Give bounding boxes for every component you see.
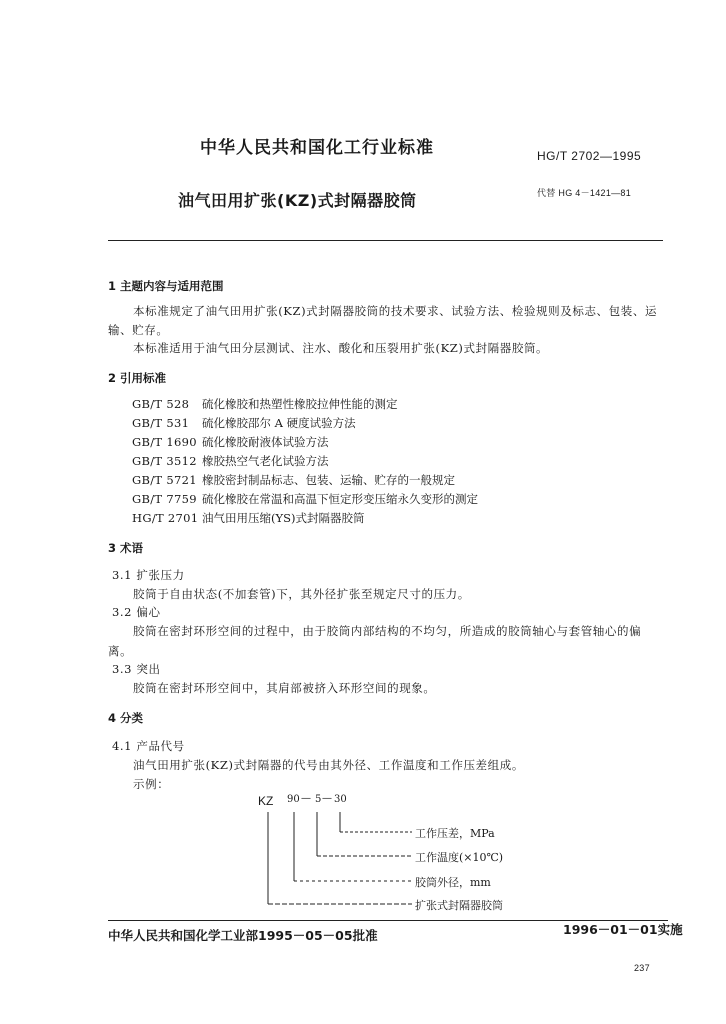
term-3-2-title: 3.2 偏心 — [112, 605, 161, 619]
reference-item — [132, 472, 455, 488]
section-1-para-1: 本标准规定了油气田用扩张(KZ)式封隔器胶筒的技术要求、试验方法、检验规则及标志、包装、运 — [133, 304, 658, 318]
term-3-1-title: 3.1 扩张压力 — [112, 568, 185, 582]
example-label: 示例： — [133, 777, 170, 791]
reference-title: 硫化橡胶耐液体试验方法 — [202, 435, 329, 449]
term-3-1-definition: 胶筒于自由状态(不加套管)下，其外径扩张至规定尺寸的压力。 — [133, 587, 470, 601]
code-prefix: KZ — [258, 794, 274, 808]
section-4-heading: 4 分类 — [108, 711, 144, 725]
section-1-para-1-cont: 输、贮存。 — [108, 323, 169, 337]
reference-code: GB/T 531 — [132, 416, 190, 430]
reference-item — [132, 396, 398, 412]
section-3-heading: 3 术语 — [108, 541, 144, 555]
reference-code: GB/T 7759 — [132, 492, 197, 506]
reference-item — [132, 453, 329, 469]
reference-code: GB/T 1690 — [132, 435, 197, 449]
document-title: 油气田用扩张(KZ)式封隔器胶筒 — [178, 191, 417, 210]
term-3-2-definition-cont: 离。 — [108, 644, 133, 658]
code-separator: — — [322, 793, 332, 804]
term-3-3-title: 3.3 突出 — [112, 662, 161, 676]
reference-title: 油气田用压缩(YS)式封隔器胶筒 — [202, 511, 365, 525]
code-diameter: 90 — [287, 794, 300, 805]
reference-title: 硫化橡胶和热塑性橡胶拉伸性能的测定 — [202, 397, 398, 411]
reference-title: 硫化橡胶邵尔 A 硬度试验方法 — [202, 416, 356, 430]
section-2-heading: 2 引用标准 — [108, 371, 167, 385]
code-temperature: 5 — [315, 794, 322, 805]
section-1-para-2: 本标准适用于油气田分层测试、注水、酸化和压裂用扩张(KZ)式封隔器胶筒。 — [133, 341, 549, 355]
code-separator: — — [301, 793, 311, 804]
term-3-3-definition: 胶筒在密封环形空间中，其肩部被挤入环形空间的现象。 — [133, 681, 436, 695]
reference-item — [132, 510, 364, 526]
replaces-note: 代替 HG 4－1421—81 — [537, 188, 632, 198]
legend-pressure: 工作压差，MPa — [415, 827, 495, 840]
legend-diameter: 胶筒外径，mm — [415, 876, 491, 889]
header-rule — [108, 240, 663, 241]
approval-note: 中华人民共和国化学工业部1995－05－05批准 — [108, 928, 378, 943]
reference-item — [132, 415, 356, 431]
clause-4-1-text: 油气田用扩张(KZ)式封隔器的代号由其外径、工作温度和工作压差组成。 — [133, 758, 524, 772]
product-code-diagram — [250, 790, 530, 915]
reference-item — [132, 491, 478, 507]
clause-4-1-title: 4.1 产品代号 — [112, 739, 185, 753]
implementation-date: 1996－01－01实施 — [563, 922, 683, 937]
page-number: 237 — [634, 963, 650, 973]
term-3-2-definition: 胶筒在密封环形空间的过程中，由于胶筒内部结构的不均匀，所造成的胶筒轴心与套管轴心的偏 — [133, 624, 642, 638]
reference-code: HG/T 2701 — [132, 511, 199, 525]
legend-temperature: 工作温度(×10℃) — [415, 851, 504, 864]
reference-code: GB/T 3512 — [132, 454, 197, 468]
reference-title: 橡胶密封制品标志、包装、运输、贮存的一般规定 — [202, 473, 455, 487]
reference-item — [132, 434, 329, 450]
reference-title: 橡胶热空气老化试验方法 — [202, 454, 329, 468]
reference-code: GB/T 5721 — [132, 473, 197, 487]
reference-code: GB/T 528 — [132, 397, 190, 411]
reference-title: 硫化橡胶在常温和高温下恒定形变压缩永久变形的测定 — [202, 492, 478, 506]
code-pressure: 30 — [334, 794, 347, 805]
standard-code: HG/T 2702—1995 — [537, 149, 642, 163]
section-1-heading: 1 主题内容与适用范围 — [108, 279, 224, 293]
org-title: 中华人民共和国化工行业标准 — [200, 138, 434, 158]
legend-type: 扩张式封隔器胶筒 — [415, 899, 503, 912]
